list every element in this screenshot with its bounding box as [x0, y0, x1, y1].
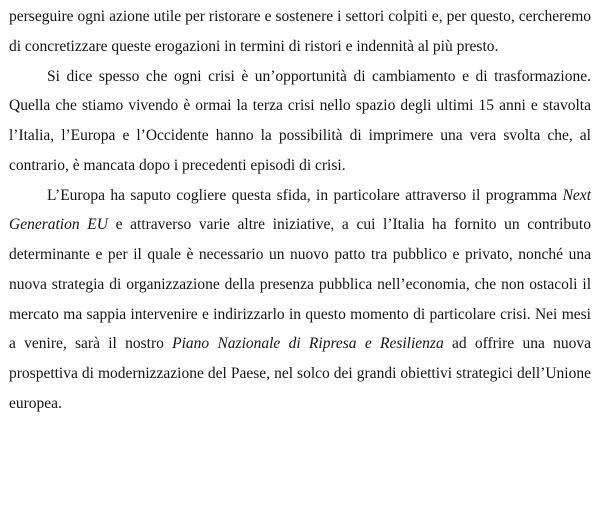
text-run: Si dice spesso che ogni crisi è un’opportunità di cambiamento e di trasformazione. Quella che stiamo vivendo è ormai la terza crisi nello spazio degli ultimi 15 anni e stavolta l’Italia, l’Europa e l’Occidente hanno la possibilità di imprimere una vera svolta che, al contrario, è mancata dopo i precedenti episodi di crisi. [9, 67, 591, 174]
text-run: ad offrire una nuova prospettiva di modernizzazione del Paese, nel solco dei grandi obiettivi strategici dell’Unione europea. [9, 335, 591, 412]
text-run: L’Europa ha saputo cogliere questa sfida, in particolare attraverso il programma [47, 186, 563, 204]
text-run-italic: Piano Nazionale di Ripresa e Resilienza [172, 335, 444, 353]
text-run: e attraverso varie altre iniziative, a cui l’Italia ha fornito un contributo determinante e per il quale è necessario un nuovo patto tra pubblico e privato, nonché una nuova strategia di organizzazione della presenza pubblica nell’economia, che non ostacoli il mercato ma sappia intervenire e indirizzarlo in questo momento di particolare crisi. Nei mesi a venire, sarà il nostro [9, 216, 591, 353]
text-run: perseguire ogni azione utile per ristorare e sostenere i settori colpiti e, per questo, cercheremo di concretizzare queste erogazioni in termini di ristori e indennità al più presto. [9, 8, 591, 55]
paragraph [9, 181, 591, 419]
text-run-italic: Next Generation EU [9, 186, 591, 234]
paragraph [9, 62, 591, 181]
paragraph [9, 2, 591, 62]
